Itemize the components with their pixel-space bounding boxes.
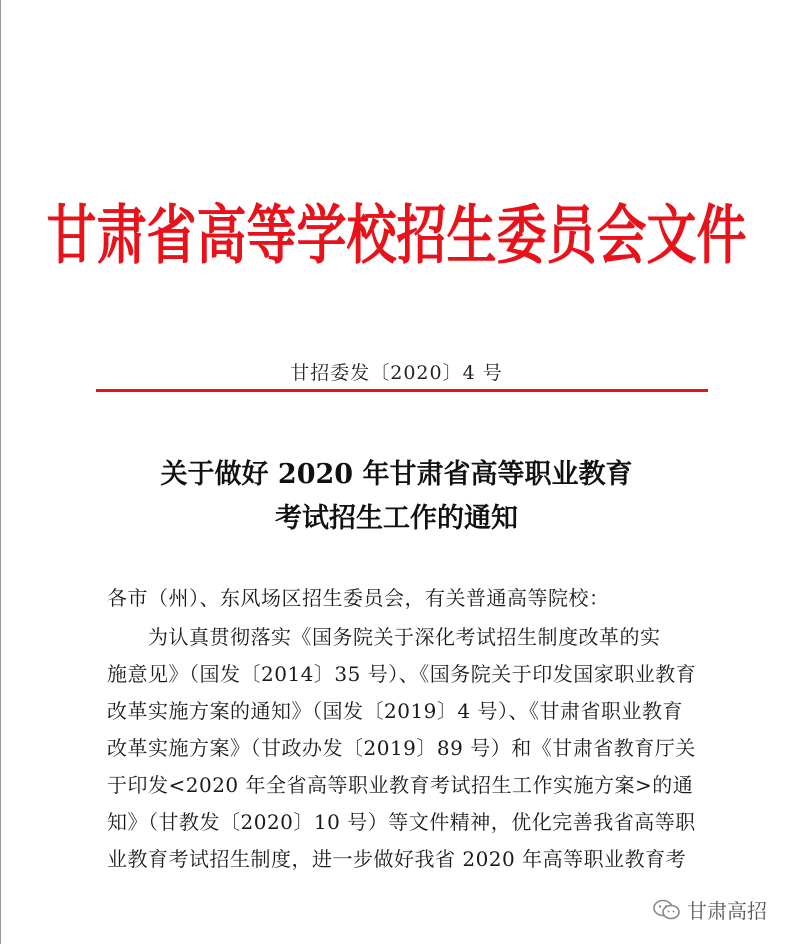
paragraph-line: 改革实施方案》（甘政办发〔2019〕89 号）和《甘肃省教育厅关 bbox=[107, 736, 696, 760]
document-header-title: 甘肃省高等学校招生委员会文件 bbox=[46, 197, 747, 273]
paragraph-line: 改革实施方案的通知》（国发〔2019〕4 号）、《甘肃省职业教育 bbox=[107, 699, 683, 723]
notice-title-line-2: 考试招生工作的通知 bbox=[275, 503, 518, 534]
wechat-watermark bbox=[653, 895, 767, 924]
red-divider-line bbox=[96, 389, 708, 392]
paragraph-line: 于印发<2020 年全省高等职业教育考试招生工作实施方案>的通 bbox=[107, 773, 694, 797]
paragraph-line: 为认真贯彻落实《国务院关于深化考试招生制度改革的实 bbox=[107, 625, 661, 649]
paragraph-line: 施意见》（国发〔2014〕35 号）、《国务院关于印发国家职业教育 bbox=[107, 662, 697, 686]
watermark-label: 甘肃高招 bbox=[687, 899, 767, 923]
salutation: 各市（州）、东风场区招生委员会，有关普通高等院校： bbox=[107, 586, 610, 610]
notice-title-line-1: 关于做好 2020 年甘肃省高等职业教育 bbox=[160, 459, 633, 490]
paragraph-line: 业教育考试招生制度，进一步做好我省 2020 年高等职业教育考 bbox=[107, 847, 687, 871]
paragraph-line: 知》（甘教发〔2020〕10 号）等文件精神，优化完善我省高等职 bbox=[107, 810, 696, 834]
wechat-icon bbox=[653, 899, 681, 921]
document-number: 甘招委发〔2020〕4 号 bbox=[290, 362, 503, 384]
